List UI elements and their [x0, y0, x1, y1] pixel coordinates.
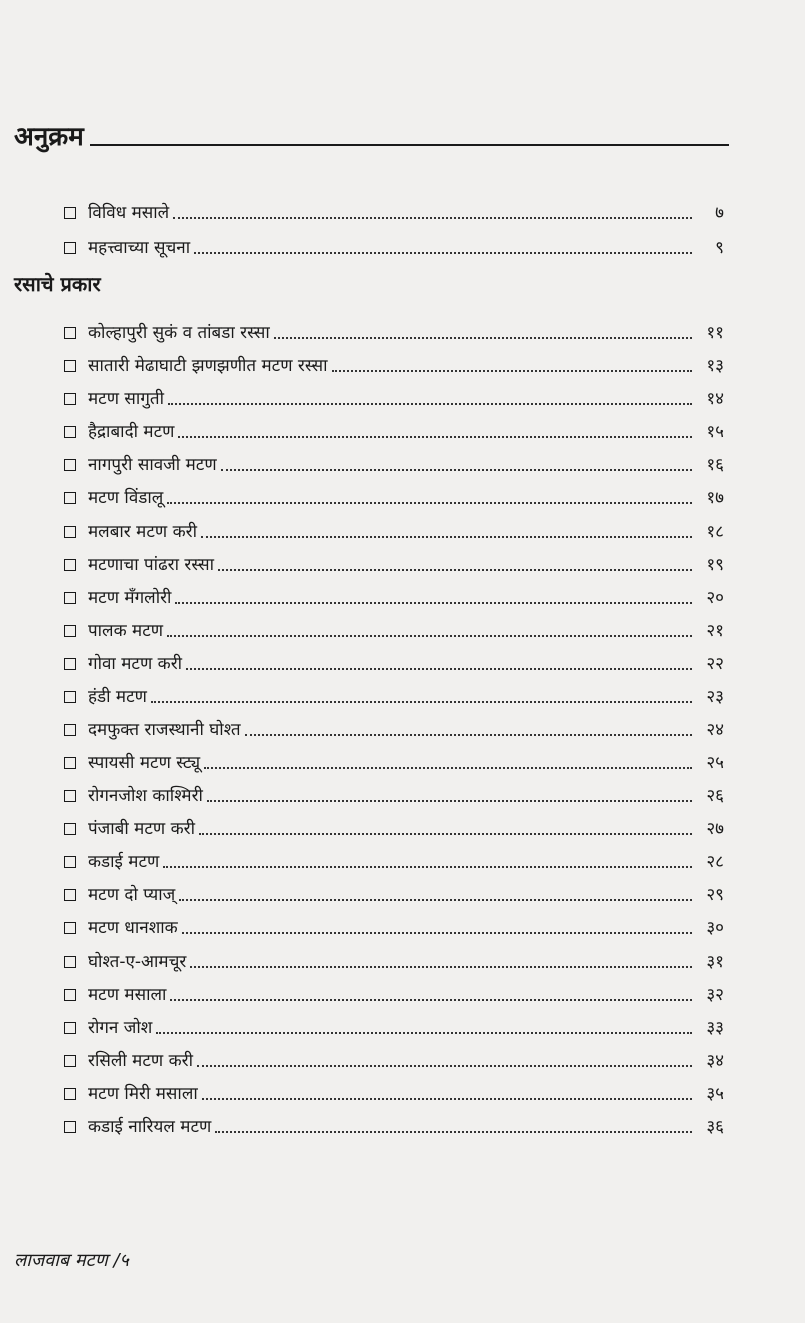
dot-leader [167, 635, 692, 637]
dot-leader [175, 602, 692, 604]
toc-entry-page-number: १७ [706, 488, 724, 509]
toc-entry-page-number: ११ [706, 323, 724, 344]
toc-entry-label: महत्त्वाच्या सूचना [88, 238, 191, 258]
checkbox-square-icon [64, 856, 76, 868]
checkbox-square-icon [64, 1055, 76, 1067]
toc-entry-label: मटण दो प्याज् [88, 885, 176, 906]
toc-entry [64, 643, 724, 676]
toc-entry-page-number: २२ [706, 653, 724, 674]
checkbox-square-icon [64, 1088, 76, 1100]
checkbox-square-icon [64, 889, 76, 901]
checkbox-square-icon [64, 724, 76, 736]
checkbox-square-icon [64, 956, 76, 968]
toc-entry [64, 345, 724, 378]
toc-entry-page-number: ३३ [706, 1017, 724, 1038]
toc-entry-label: हंडी मटण [88, 686, 147, 707]
checkbox-square-icon [64, 492, 76, 504]
toc-entry-page-number: १६ [706, 455, 724, 476]
toc-entry-label: मटणाचा पांढरा रस्सा [88, 554, 215, 575]
checkbox-square-icon [64, 592, 76, 604]
toc-entry [64, 1040, 724, 1073]
checkbox-square-icon [64, 658, 76, 670]
toc-entry-label: कडाई मटण [88, 852, 160, 873]
toc-entry [64, 775, 724, 808]
checkbox-square-icon [64, 426, 76, 438]
checkbox-square-icon [64, 691, 76, 703]
toc-entry-label: सातारी मेढाघाटी झणझणीत मटण रस्सा [88, 356, 328, 377]
dot-leader [199, 833, 692, 835]
toc-entry [64, 190, 724, 225]
dot-leader [221, 469, 692, 471]
checkbox-square-icon [64, 989, 76, 1001]
checkbox-square-icon [64, 1022, 76, 1034]
intro-entries-list [64, 190, 724, 260]
checkbox-square-icon [64, 922, 76, 934]
dot-leader [156, 1032, 692, 1034]
toc-entry-page-number: २६ [706, 786, 724, 807]
checkbox-square-icon [64, 360, 76, 372]
toc-entry-page-number: २० [706, 587, 724, 608]
toc-entry-label: कोल्हापुरी सुकं व तांबडा रस्सा [88, 323, 270, 344]
dot-leader [218, 569, 692, 571]
toc-entry-label: रोगनजोश काश्मिरी [88, 786, 203, 807]
toc-entry-label: मटण मँगलोरी [88, 587, 172, 608]
checkbox-square-icon [64, 823, 76, 835]
checkbox-square-icon [64, 327, 76, 339]
recipe-entries-list [64, 312, 724, 1139]
toc-entry [64, 610, 724, 643]
dot-leader [190, 966, 692, 968]
dot-leader [274, 337, 692, 339]
toc-entry-label: पंजाबी मटण करी [88, 819, 196, 840]
toc-entry-page-number: २७ [706, 819, 724, 840]
toc-entry-label: मटण मिरी मसाला [88, 1083, 198, 1104]
toc-entry-page-number: ३६ [706, 1116, 724, 1137]
toc-entry [64, 477, 724, 510]
toc-entry-page-number: ७ [715, 203, 724, 223]
toc-entry [64, 808, 724, 841]
toc-entry-label: विविध मसाले [88, 203, 170, 223]
toc-entry-page-number: ३४ [706, 1050, 724, 1071]
toc-entry [64, 378, 724, 411]
checkbox-square-icon [64, 242, 76, 254]
toc-entry-page-number: ३२ [706, 984, 724, 1005]
toc-entry-page-number: १३ [706, 356, 724, 377]
page-footer: लाजवाब मटण /५ [14, 1250, 129, 1271]
toc-entry-page-number: १८ [706, 521, 724, 542]
toc-entry-label: गोवा मटण करी [88, 653, 183, 674]
toc-entry [64, 974, 724, 1007]
section-title: रसाचे प्रकार [14, 272, 101, 296]
toc-entry [64, 510, 724, 543]
toc-entry-page-number: २९ [706, 885, 724, 906]
toc-entry [64, 312, 724, 345]
checkbox-square-icon [64, 526, 76, 538]
dot-leader [163, 866, 692, 868]
dot-leader [201, 536, 692, 538]
toc-entry-label: नागपुरी सावजी मटण [88, 455, 217, 476]
toc-entry-page-number: २३ [706, 686, 724, 707]
dot-leader [332, 370, 692, 372]
dot-leader [202, 1098, 692, 1100]
checkbox-square-icon [64, 1121, 76, 1133]
toc-entry [64, 411, 724, 444]
toc-title: अनुक्रम [14, 122, 84, 152]
toc-entry-label: मटण विंडालू [88, 488, 164, 509]
toc-entry-label: मलबार मटण करी [88, 521, 197, 542]
dot-leader [245, 734, 692, 736]
toc-entry-label: दमफुक्त राजस्थानी घोश्त [88, 720, 241, 741]
toc-entry-label: घोश्त-ए-आमचूर [88, 951, 187, 972]
toc-entry-page-number: १४ [706, 389, 724, 410]
toc-entry-page-number: २८ [706, 852, 724, 873]
toc-heading [14, 112, 729, 152]
toc-entry-page-number: ३१ [706, 951, 724, 972]
dot-leader [168, 403, 692, 405]
toc-entry [64, 544, 724, 577]
toc-entry [64, 577, 724, 610]
dot-leader [182, 932, 692, 934]
dot-leader [204, 767, 692, 769]
toc-entry-label: स्पायसी मटण स्ट्यू [88, 753, 201, 774]
dot-leader [178, 436, 692, 438]
checkbox-square-icon [64, 625, 76, 637]
dot-leader [215, 1131, 692, 1133]
dot-leader [194, 252, 692, 254]
toc-entry [64, 1007, 724, 1040]
checkbox-square-icon [64, 393, 76, 405]
dot-leader [179, 899, 692, 901]
toc-entry [64, 874, 724, 907]
toc-entry [64, 1106, 724, 1139]
toc-entry-page-number: ३० [706, 918, 724, 939]
dot-leader [151, 701, 692, 703]
toc-entry-label: रोगन जोश [88, 1017, 153, 1038]
toc-entry-label: रसिली मटण करी [88, 1050, 194, 1071]
toc-entry [64, 676, 724, 709]
heading-underline [90, 144, 729, 146]
toc-entry-label: मटण मसाला [88, 984, 167, 1005]
checkbox-square-icon [64, 757, 76, 769]
toc-entry-label: मटण सागुती [88, 389, 164, 410]
toc-entry [64, 444, 724, 477]
checkbox-square-icon [64, 459, 76, 471]
checkbox-square-icon [64, 207, 76, 219]
toc-entry [64, 1073, 724, 1106]
dot-leader [186, 668, 692, 670]
toc-entry-label: पालक मटण [88, 620, 164, 641]
dot-leader [173, 217, 692, 219]
dot-leader [170, 999, 692, 1001]
toc-entry [64, 907, 724, 940]
toc-entry-page-number: २४ [706, 720, 724, 741]
toc-entry [64, 841, 724, 874]
toc-entry [64, 225, 724, 260]
checkbox-square-icon [64, 559, 76, 571]
toc-entry-page-number: १९ [706, 554, 724, 575]
toc-entry-page-number: २१ [706, 620, 724, 641]
toc-entry-page-number: १५ [706, 422, 724, 443]
checkbox-square-icon [64, 790, 76, 802]
toc-entry-label: हैद्राबादी मटण [88, 422, 175, 443]
toc-entry [64, 940, 724, 973]
dot-leader [207, 800, 692, 802]
toc-entry-label: मटण धानशाक [88, 918, 178, 939]
toc-entry-page-number: ३५ [706, 1083, 724, 1104]
dot-leader [197, 1065, 692, 1067]
toc-entry-label: कडाई नारियल मटण [88, 1116, 212, 1137]
toc-entry-page-number: २५ [706, 753, 724, 774]
toc-entry [64, 742, 724, 775]
toc-entry-page-number: ९ [715, 238, 724, 258]
toc-entry [64, 709, 724, 742]
dot-leader [167, 502, 692, 504]
